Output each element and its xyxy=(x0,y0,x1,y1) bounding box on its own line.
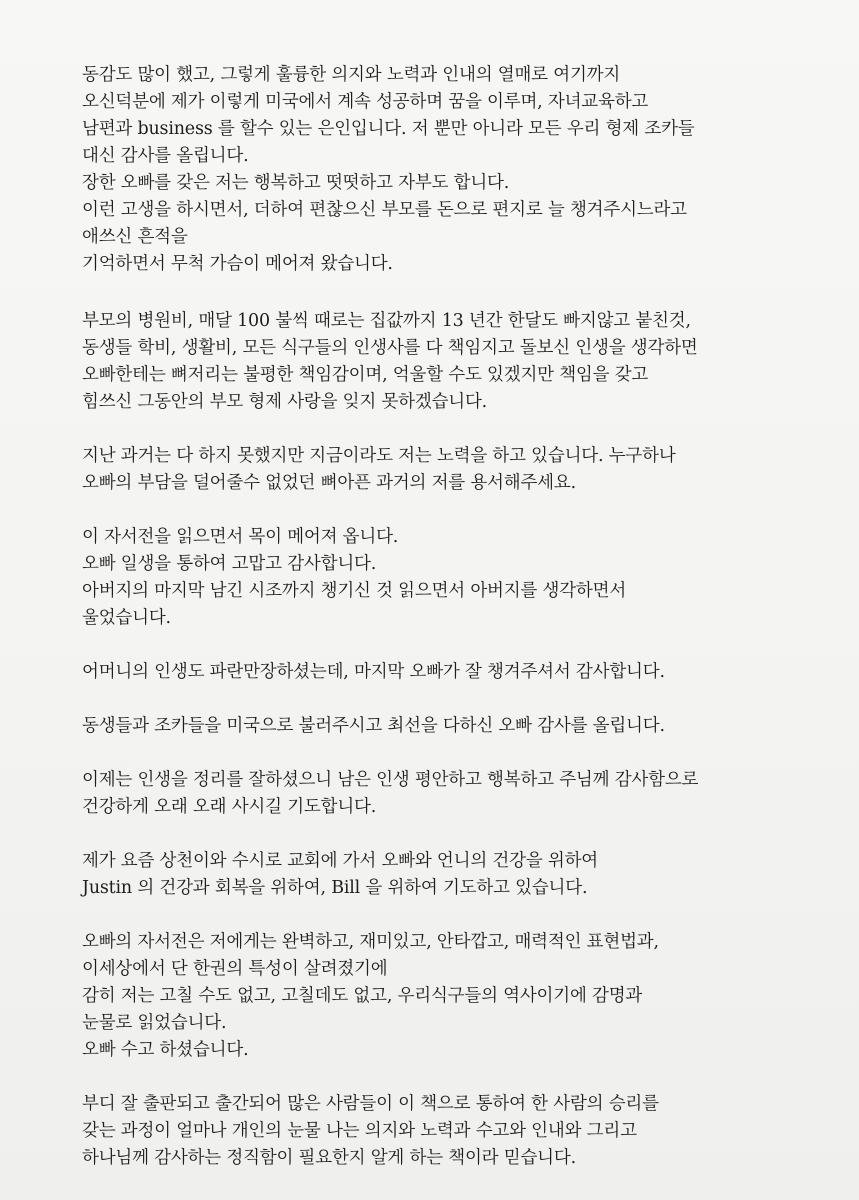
text-line: 오빠 일생을 통하여 고맙고 감사합니다. xyxy=(82,554,377,574)
text-line: 오빠 수고 하셨습니다. xyxy=(82,1040,249,1060)
text-line: 기억하면서 무척 가슴이 메어져 왔습니다. xyxy=(82,254,393,274)
paragraph-7 xyxy=(82,767,789,821)
paragraph-9 xyxy=(82,929,789,1064)
text-line: 동생들 학비, 생활비, 모든 식구들의 인생사를 다 책임지고 돌보신 인생을 생각하면 xyxy=(82,338,698,358)
text-line: 하나님께 감사하는 정직함이 필요한지 알게 하는 책이라 믿습니다. xyxy=(82,1148,576,1168)
text-line: 오빠의 자서전은 저에게는 완벽하고, 재미있고, 안타깝고, 매력적인 표현법과, xyxy=(82,932,659,952)
text-line: 이 자서전을 읽으면서 목이 메어져 옵니다. xyxy=(82,527,399,547)
paragraph-3 xyxy=(82,443,789,497)
paragraph-8 xyxy=(82,848,789,902)
text-line: 눈물로 읽었습니다. xyxy=(82,1013,227,1033)
text-line: 이런 고생을 하시면서, 더하여 편찮으신 부모를 돈으로 편지로 늘 챙겨주시느라고 xyxy=(82,200,687,220)
text-line: 부모의 병원비, 매달 100 불씩 때로는 집값까지 13 년간 한달도 빠지않고 붙친것, xyxy=(82,311,691,331)
text-line: 힘쓰신 그동안의 부모 형제 사랑을 잊지 못하겠습니다. xyxy=(82,392,488,412)
text-line: 장한 오빠를 갖은 저는 행복하고 떳떳하고 자부도 합니다. xyxy=(82,173,510,193)
text-line: Justin 의 건강과 회복을 위하여, Bill 을 위하여 기도하고 있습니다. xyxy=(82,878,588,898)
text-line: 아버지의 마지막 남긴 시조까지 챙기신 것 읽으면서 아버지를 생각하면서 xyxy=(82,581,627,601)
text-line: 이세상에서 단 한권의 특성이 살려졌기에 xyxy=(82,959,388,979)
text-line: 오신덕분에 제가 이렇게 미국에서 계속 성공하며 꿈을 이루며, 자녀교육하고 xyxy=(82,92,649,112)
text-line: 감히 저는 고칠 수도 없고, 고칠데도 없고, 우리식구들의 역사이기에 감명과 xyxy=(82,986,643,1006)
paragraph-2 xyxy=(82,308,789,416)
text-line: 이제는 인생을 정리를 잘하셨으니 남은 인생 평안하고 행복하고 주님께 감사함으로 xyxy=(82,770,699,790)
text-line: 어머니의 인생도 파란만장하셨는데, 마지막 오빠가 잘 챙겨주셔서 감사합니다. xyxy=(82,662,665,682)
paragraph-10 xyxy=(82,1091,789,1172)
text-line: 동생들과 조카들을 미국으로 불러주시고 최선을 다하신 오빠 감사를 올립니다. xyxy=(82,716,665,736)
paragraph-4 xyxy=(82,524,789,632)
text-line: 지난 과거는 다 하지 못했지만 지금이라도 저는 노력을 하고 있습니다. 누구하나 xyxy=(82,446,676,466)
text-line: 건강하게 오래 오래 사시길 기도합니다. xyxy=(82,797,377,817)
paragraph-5 xyxy=(82,659,789,686)
text-line: 대신 감사를 올립니다. xyxy=(82,146,249,166)
text-line: 애쓰신 흔적을 xyxy=(82,227,188,247)
paragraph-1 xyxy=(82,62,789,278)
text-line: 부디 잘 출판되고 출간되어 많은 사람들이 이 책으로 통하여 한 사람의 승리를 xyxy=(82,1094,659,1114)
text-line: 제가 요즘 상천이와 수시로 교회에 가서 오빠와 언니의 건강을 위하여 xyxy=(82,851,599,871)
text-line: 동감도 많이 했고, 그렇게 훌륭한 의지와 노력과 인내의 열매로 여기까지 xyxy=(82,65,621,85)
text-line: 갖는 과정이 얼마나 개인의 눈물 나는 의지와 노력과 수고와 인내와 그리고 xyxy=(82,1121,637,1141)
text-line: 오빠한테는 뼈저리는 불평한 책임감이며, 억울할 수도 있겠지만 책임을 갖고 xyxy=(82,365,649,385)
text-line: 오빠의 부담을 덜어줄수 없었던 뼈아픈 과거의 저를 용서해주세요. xyxy=(82,473,576,493)
text-line: 울었습니다. xyxy=(82,608,171,628)
text-line: 남편과 business 를 할수 있는 은인입니다. 저 뿐만 아니라 모든 우리 형제 조카들 xyxy=(82,119,695,139)
paragraph-6 xyxy=(82,713,789,740)
